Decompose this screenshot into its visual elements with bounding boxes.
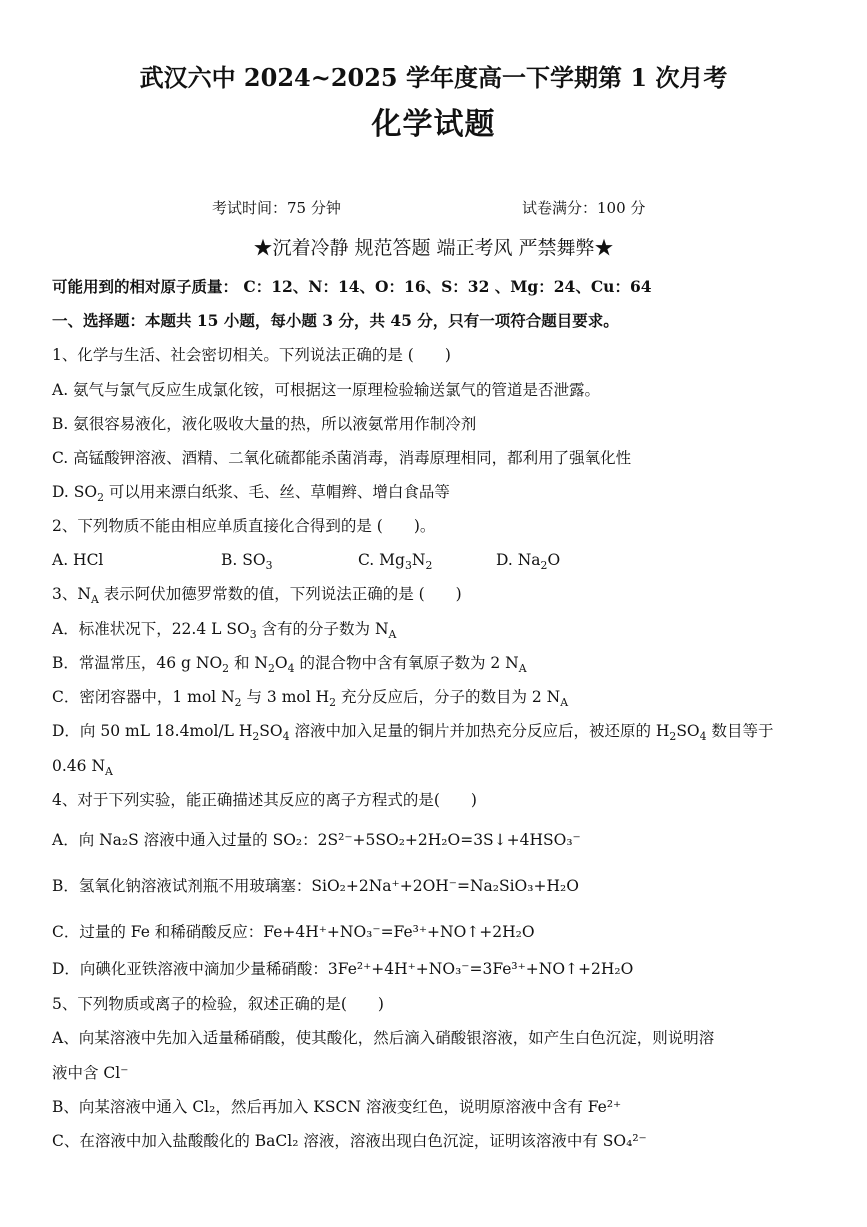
q4-option-d: D．向碘化亚铁溶液中滴加少量稀硝酸：3Fe²⁺+4H⁺+NO₃⁻=3Fe³⁺+NO↑+2H₂O (52, 960, 634, 978)
q1-option-c: C. 高锰酸钾溶液、酒精、二氧化硫都能杀菌消毒，消毒原理相同，都利用了强氧化性 (52, 449, 632, 467)
exam-subject: 化学试题 (371, 107, 496, 142)
q2-stem: 2、下列物质不能由相应单质直接化合得到的是 ( )。 (52, 517, 436, 535)
q2-option-c: C. $Mg_3N_2$ (358, 551, 433, 573)
q3-option-c: C．密闭容器中，1 mol $N_2$ 与 3 mol $H_2$ 充分反应后，分子的数目为 2 $N_A$ (52, 688, 569, 710)
q2-option-b: B. $SO_3$ (221, 551, 273, 573)
exam-motto: ★沉着冷静 规范答题 端正考风 严禁舞弊★ (253, 237, 614, 259)
q4-option-b: B．氢氧化钠溶液试剂瓶不用玻璃塞：SiO₂+2Na⁺+2OH⁻=Na₂SiO₃+H₂O (52, 877, 579, 895)
q5-option-a: A、向某溶液中先加入适量稀硝酸，使其酸化，然后滴入硝酸银溶液，如产生白色沉淀，则说明溶 (52, 1029, 715, 1047)
q5-option-b: B、向某溶液中通入 Cl₂，然后再加入 KSCN 溶液变红色，说明原溶液中含有 Fe²⁺ (52, 1098, 622, 1116)
q5-option-c: C、在溶液中加入盐酸酸化的 BaCl₂ 溶液，溶液出现白色沉淀，证明该溶液中有 SO₄²⁻ (52, 1132, 647, 1150)
q3-option-b: B．常温常压，46 g $NO_2$ 和 $N_2O_4$ 的混合物中含有氧原子数为 2 $N_A$ (52, 654, 527, 676)
exam-time: 考试时间：75 分钟 (212, 199, 341, 217)
q1-option-d: D. $SO_2$ 可以用来漂白纸浆、毛、丝、草帽辫、增白食品等 (52, 483, 450, 505)
q1-stem: 1、化学与生活、社会密切相关。下列说法正确的是 ( ) (52, 346, 451, 364)
q1-option-b: B. 氨很容易液化，液化吸收大量的热，所以液氨常用作制冷剂 (52, 415, 477, 433)
full-score: 试卷满分：100 分 (522, 199, 646, 217)
q2-option-a: A. HCl (52, 551, 104, 569)
exam-title: 武汉六中 2024~2025 学年度高一下学期第 1 次月考 (139, 63, 728, 92)
q2-option-d: D. $Na_2O$ (496, 551, 561, 573)
q4-option-c: C．过量的 Fe 和稀硝酸反应：Fe+4H⁺+NO₃⁻=Fe³⁺+NO↑+2H₂O (52, 923, 535, 941)
q4-option-a: A．向 Na₂S 溶液中通入过量的 SO₂：2S²⁻+5SO₂+2H₂O=3S↓+4HSO₃⁻ (52, 831, 581, 849)
q5-option-a-continued: 液中含 Cl⁻ (52, 1064, 129, 1082)
atomic-mass-line: 可能用到的相对原子质量： C：12、N：14、O：16、S：32 、Mg：24、Cu：64 (52, 277, 652, 296)
q3-stem: 3、$N_A$ 表示阿伏加德罗常数的值，下列说法正确的是 ( ) (52, 585, 462, 607)
q3-option-d-continued: 0.46 $N_A$ (52, 757, 113, 779)
q1-option-a: A. 氨气与氯气反应生成氯化铵，可根据这一原理检验输送氯气的管道是否泄露。 (52, 381, 601, 399)
q3-option-d: D．向 50 mL 18.4mol/L $H_2SO_4$ 溶液中加入足量的铜片并加热充分反应后，被还原的 $H_2SO_4$ 数目等于 (52, 722, 774, 744)
q3-option-a: A．标准状况下，22.4 L $SO_3$ 含有的分子数为 $N_A$ (52, 620, 397, 642)
section-title: 一、选择题：本题共 15 小题，每小题 3 分，共 45 分，只有一项符合题目要求。 (52, 311, 619, 330)
q4-stem: 4、对于下列实验，能正确描述其反应的离子方程式的是( ) (52, 791, 477, 809)
q5-stem: 5、下列物质或离子的检验，叙述正确的是( ) (52, 995, 384, 1013)
